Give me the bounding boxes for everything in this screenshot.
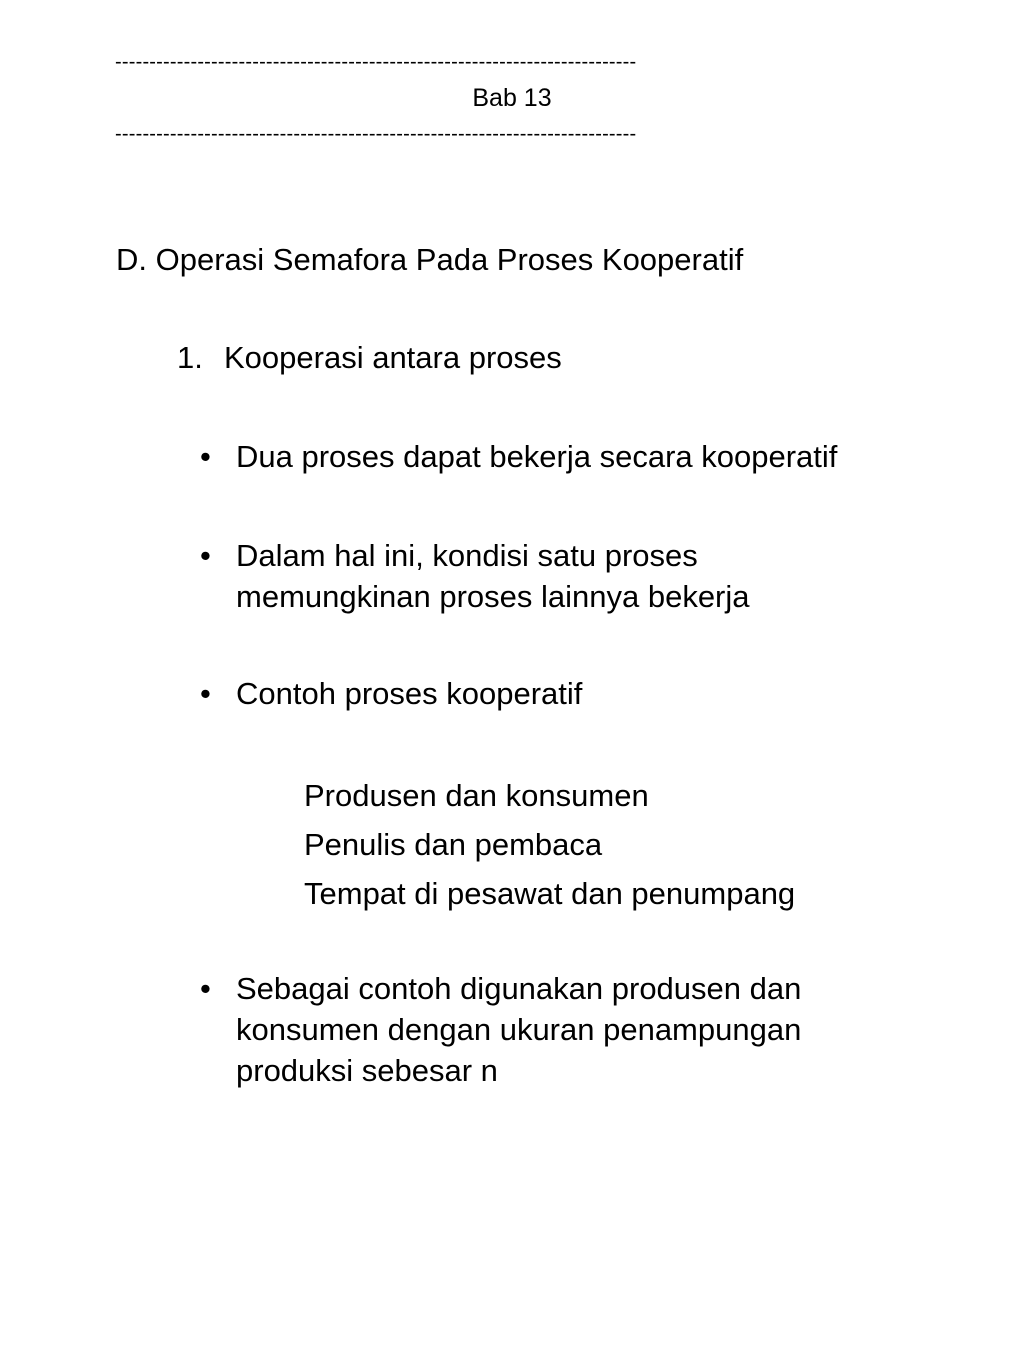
bullet-text (236, 535, 920, 617)
bullet-item (200, 968, 920, 1091)
bullet-item (200, 436, 920, 477)
example-list (304, 771, 795, 918)
bullet-icon: • (200, 538, 211, 573)
subsection-heading (177, 338, 562, 378)
bullet-icon: • (200, 971, 211, 1006)
bullet-text: Dua proses dapat bekerja secara kooperatif (236, 439, 838, 474)
section-title: D. Operasi Semafora Pada Proses Kooperatif (116, 242, 744, 277)
bullet-text (236, 968, 920, 1091)
example-item: Produsen dan konsumen (304, 778, 649, 813)
bullet-text-line: Dalam hal ini, kondisi satu proses (236, 538, 698, 573)
bullet-item (200, 535, 920, 617)
bullet-text-line: memungkinan proses lainnya bekerja (236, 579, 750, 614)
chapter-label: Bab 13 (472, 84, 552, 112)
example-item: Tempat di pesawat dan penumpang (304, 876, 796, 911)
subsection-title: Kooperasi antara proses (224, 340, 562, 375)
bullet-text-line: Sebagai contoh digunakan produsen dan (236, 971, 802, 1006)
bullet-text-line: produksi sebesar n (236, 1053, 498, 1088)
bullet-icon: • (200, 439, 211, 474)
subsection-number: 1. (177, 340, 203, 375)
bullet-icon: • (200, 676, 211, 711)
bullet-text-line: konsumen dengan ukuran penampungan (236, 1012, 802, 1047)
header-divider-bottom: ---------------------------------------------------------------------------- (115, 123, 637, 145)
bullet-text: Contoh proses kooperatif (236, 676, 583, 711)
bullet-item (200, 673, 920, 714)
example-item: Penulis dan pembaca (304, 827, 603, 862)
header-divider-top: ---------------------------------------------------------------------------- (115, 51, 637, 73)
